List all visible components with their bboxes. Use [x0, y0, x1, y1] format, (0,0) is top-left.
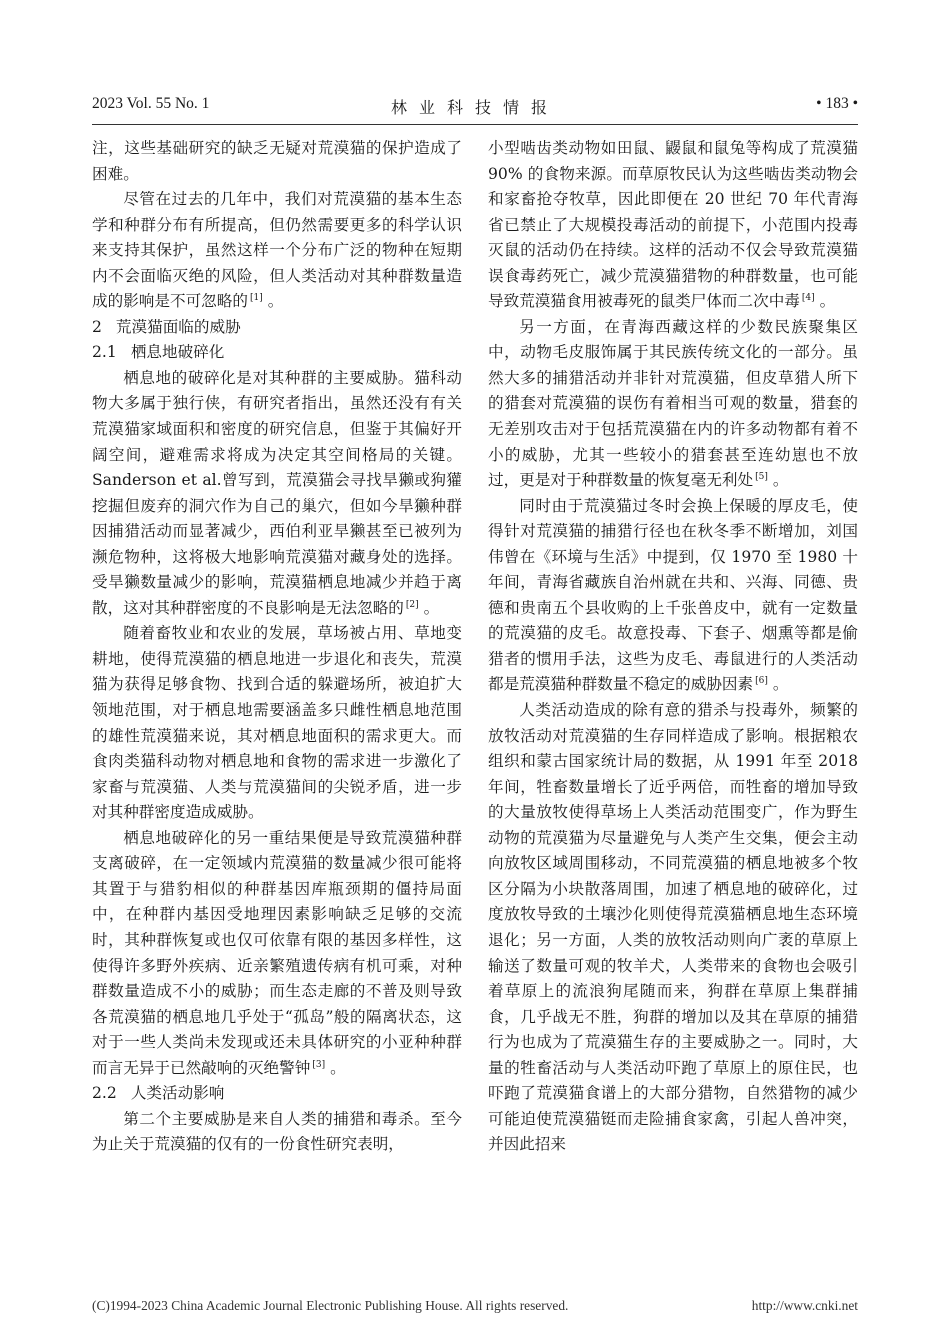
- section-title: 人类活动影响: [130, 1084, 225, 1103]
- paragraph-text: 第二个主要威胁是来自人类的捕猎和毒杀。至今为止关于荒漠猫的仅有的一份食性研究表明，: [92, 1109, 462, 1154]
- journal-volume: 2023 Vol. 55 No. 1: [92, 95, 210, 112]
- body-paragraph: [488, 494, 858, 698]
- left-column: [92, 136, 462, 1158]
- section-number: 2.1: [92, 343, 117, 362]
- paragraph-text: 小型啮齿类动物如田鼠、鼹鼠和鼠兔等构成了荒漠猫 90% 的食物来源。而草原牧民认为这些啮齿类动物会和家畜抢夺牧草，因此即便在 20 世纪 70 年代青海省已禁止了大规模投毒活动的前提下，小范围内投毒灭鼠的活动仍在持续。这样的活动不仅会导致荒漠猫误食毒药死亡，减少荒漠猫猎物的种群数量，也可能导致荒漠猫食用被毒死的鼠类尸体而二次中毒: [488, 139, 858, 311]
- section-number: 2: [92, 317, 102, 336]
- citation-ref[interactable]: [5]: [755, 472, 768, 483]
- paragraph-text: 同时由于荒漠猫过冬时会换上保暖的厚皮毛，使得针对荒漠猫的捕猎行径也在秋冬季不断增加，刘国伟曾在《环境与生活》中提到，仅 1970 至 1980 十年间，青海省藏族自治州就在共和、兴海、同德、贵德和贵南五个县收购的上千张兽皮中，就有一定数量的荒漠猫的皮毛。故意投毒、下套子、烟熏等都是偷猎者的惯用手法，这些为皮毛、毒鼠进行的人类活动都是荒漠猫种群数量不稳定的威胁因素: [488, 496, 858, 694]
- section-title: 荒漠猫面临的威胁: [115, 317, 241, 336]
- citation-ref[interactable]: [6]: [755, 676, 768, 687]
- paragraph-tail: 。: [423, 598, 440, 617]
- page-footer: [92, 1298, 858, 1314]
- section-heading: [92, 340, 462, 366]
- paragraph-tail: 。: [819, 292, 836, 311]
- citation-ref[interactable]: [3]: [312, 1059, 326, 1070]
- section-title: 栖息地破碎化: [130, 343, 225, 362]
- page-number: • 183 •: [816, 95, 858, 112]
- paragraph-tail: 。: [267, 292, 284, 311]
- body-paragraph: [92, 826, 462, 1081]
- paragraph-tail: 。: [772, 675, 789, 694]
- body-paragraph: [488, 315, 858, 494]
- citation-ref[interactable]: [4]: [801, 293, 815, 304]
- paragraph-text: 注，这些基础研究的缺乏无疑对荒漠猫的保护造成了困难。: [92, 139, 462, 183]
- paragraph-text: 尽管在过去的几年中，我们对荒漠猫的基本生态学和种群分布有所提高，但仍然需要更多的科学认识来支持其保护，虽然这样一个分布广泛的物种在短期内不会面临灭绝的风险，但人类活动对其种群数量造成的影响是不可忽略的: [92, 190, 462, 311]
- paragraph-text: 栖息地的破碎化是对其种群的主要威胁。猫科动物大多属于独行侠，有研究者指出，虽然还没有有关荒漠猫家域面积和密度的研究信息，但鉴于其偏好开阔空间，避难需求将成为决定其空间格局的关键。Sanderson et al.曾写到，荒漠猫会寻找旱獭或狗獾挖掘但废弃的洞穴作为自己的巢穴，但如今旱獭种群因捕猎活动而显著减少，西伯利亚旱獭甚至已被列为濒危物种，这将极大地影响荒漠猫对藏身处的选择。受旱獭数量减少的影响，荒漠猫栖息地减少并趋于离散，这对其种群密度的不良影响是无法忽略的: [92, 368, 462, 617]
- section-number: 2.2: [92, 1084, 117, 1103]
- paragraph-text: 人类活动造成的除有意的猎杀与投毒外，频繁的放牧活动对荒漠猫的生存同样造成了影响。根据粮农组织和蒙古国家统计局的数据，从 1991 年至 2018 年间，牲畜数量增长了近乎两倍，而牲畜的增加导致的大量放牧使得草场上人类活动范围变广，作为野生动物的荒漠猫为尽量避免与人类产生交集，便会主动向放牧区域周围移动，不同荒漠猫的栖息地被多个牧区分隔为小块散落周围，加速了栖息地的破碎化，过度放牧导致的土壤沙化则使得荒漠猫栖息地生态环境退化；另一方面，人类的放牧活动则向广袤的草原上输送了数量可观的牧羊犬，人类带来的食物也会吸引着草原上的流浪狗尾随而来，狗群在草原上集群捕食，几乎战无不胜，狗群的增加以及其在草原的捕猎行为也成为了荒漠猫生存的主要威胁之一。同时，大量的牲畜活动与人类活动吓跑了草原上的原住民，也吓跑了荒漠猫食谱上的大部分猎物，自然猎物的减少可能迫使荒漠猫铤而走险捕食家禽，引起人兽冲突，并因此招来: [488, 701, 858, 1154]
- body-paragraph: [92, 187, 462, 315]
- journal-title: 林业科技情报: [390, 98, 559, 117]
- copyright-notice: (C)1994-2023 China Academic Journal Electronic Publishing House. All rights reserved.: [92, 1298, 569, 1313]
- paragraph-text: 栖息地破碎化的另一重结果便是导致荒漠猫种群支离破碎，在一定领域内荒漠猫的数量减少很可能将其置于与猎豹相似的种群基因库瓶颈期的僵持局面中，在种群内基因受地理因素影响缺乏足够的交流时，其种群恢复或也仅可依靠有限的基因多样性，这使得许多野外疾病、近亲繁殖遗传病有机可乘，对种群数量造成不小的威胁；而生态走廊的不普及则导致各荒漠猫的栖息地几乎处于“孤岛”般的隔离状态，这对于一些人类尚未发现或还未具体研究的小亚种种群而言无异于已然敲响的灭绝警钟: [92, 828, 462, 1077]
- paragraph-tail: 。: [772, 471, 789, 490]
- citation-ref[interactable]: [1]: [249, 293, 263, 304]
- page-header: [92, 90, 858, 125]
- paragraph-text: 另一方面，在青海西藏这样的少数民族聚集区中，动物毛皮服饰属于其民族传统文化的一部分。虽然大多的捕猎活动并非针对荒漠猫，但皮草猎人所下的猎套对荒漠猫的误伤有着相当可观的数量，猎套的无差别攻击对于包括荒漠猫在内的许多动物都有着不小的威胁，尤其一些较小的猎套甚至连幼崽也不放过，更是对于种群数量的恢复毫无利处: [488, 317, 858, 490]
- right-column: [488, 136, 858, 1158]
- cnki-link[interactable]: http://www.cnki.net: [751, 1298, 858, 1313]
- section-heading: [92, 315, 462, 341]
- body-paragraph: [92, 366, 462, 621]
- section-heading: [92, 1081, 462, 1107]
- body-paragraph: [92, 136, 462, 187]
- body-paragraph: [488, 698, 858, 1158]
- paragraph-text: 随着畜牧业和农业的发展，草场被占用、草地变耕地，使得荒漠猫的栖息地进一步退化和丧失，荒漠猫为获得足够食物、找到合适的躲避场所，被迫扩大领地范围，对于栖息地需要涵盖多只雌性栖息地范围的雄性荒漠猫来说，其对栖息地面积的需求更大。而食肉类猫科动物对栖息地和食物的需求进一步激化了家畜与荒漠猫、人类与荒漠猫间的尖锐矛盾，进一步对其种群密度造成威胁。: [92, 624, 462, 822]
- body-paragraph: [92, 621, 462, 825]
- citation-ref[interactable]: [2]: [405, 599, 419, 610]
- body-paragraph: [488, 136, 858, 315]
- paragraph-tail: 。: [330, 1058, 346, 1077]
- body-paragraph: [92, 1107, 462, 1158]
